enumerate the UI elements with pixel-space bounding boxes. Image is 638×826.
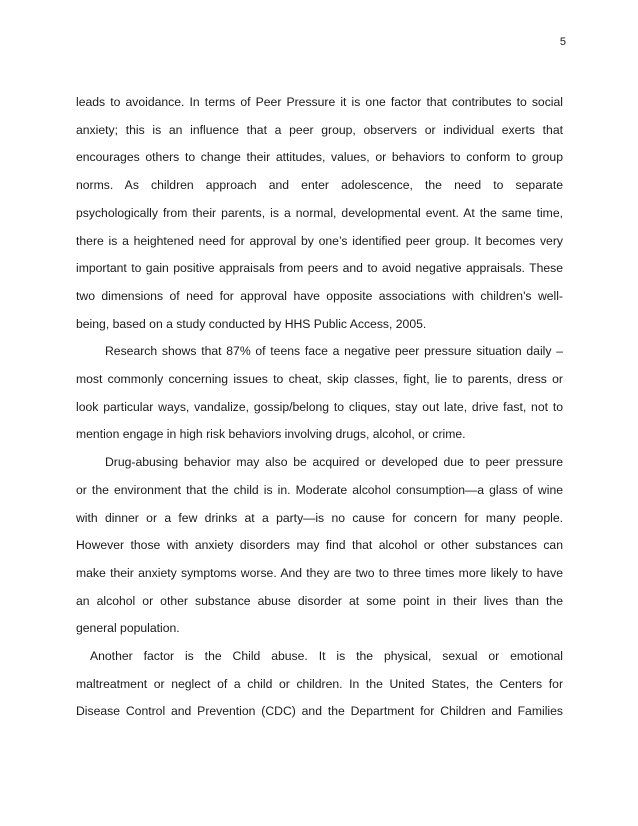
text-line: psychologically from their parents, is a normal, developmental event. At the same time, [76, 205, 563, 220]
text-line: leads to avoidance. In terms of Peer Pressure it is one factor that contributes to social [76, 95, 563, 109]
text-line: being, based on a study conducted by HHS Public Access, 2005. [76, 316, 427, 331]
document-body [76, 89, 563, 726]
text-line: important to gain positive appraisals from peers and to avoid negative appraisals. These [76, 261, 563, 276]
text-line: mention engage in high risk behaviors involving drugs, alcohol, or crime. [76, 427, 466, 442]
text-line: norms. As children approach and enter adolescence, the need to separate [76, 178, 563, 193]
text-line: look particular ways, vandalize, gossip/belong to cliques, stay out late, drive fast, not to [76, 399, 563, 414]
text-line: Drug-abusing behavior may also be acquired or developed due to peer pressure [105, 455, 563, 470]
text-line: there is a heightened need for approval by one’s identified peer group. It becomes very [76, 233, 563, 248]
text-line: However those with anxiety disorders may find that alcohol or other substances can [76, 538, 563, 553]
text-line: make their anxiety symptoms worse. And they are two to three times more likely to have [76, 565, 563, 580]
text-line: maltreatment or neglect of a child or children. In the United States, the Centers for [76, 676, 563, 691]
text-line: two dimensions of need for approval have opposite associations with children's well- [76, 288, 563, 303]
page-number: 5 [559, 36, 566, 48]
text-line: Disease Control and Prevention (CDC) and the Department for Children and Families [76, 704, 563, 719]
text-line: anxiety; this is an influence that a peer group, observers or individual exerts that [76, 122, 563, 137]
text-line: or the environment that the child is in. Moderate alcohol consumption—a glass of wine [76, 482, 563, 497]
text-line: general population. [76, 621, 180, 636]
text-line: most commonly concerning issues to cheat, skip classes, fight, lie to parents, dress or [76, 372, 563, 387]
text-line: Another factor is the Child abuse. It is the physical, sexual or emotional [90, 649, 563, 664]
text-line: Research shows that 87% of teens face a negative peer pressure situation daily – [105, 344, 563, 359]
text-line: with dinner or a few drinks at a party—is no cause for concern for many people. [76, 510, 563, 525]
text-line: encourages others to change their attitudes, values, or behaviors to conform to group [76, 150, 563, 165]
text-line: an alcohol or other substance abuse disorder at some point in their lives than the [76, 593, 563, 608]
